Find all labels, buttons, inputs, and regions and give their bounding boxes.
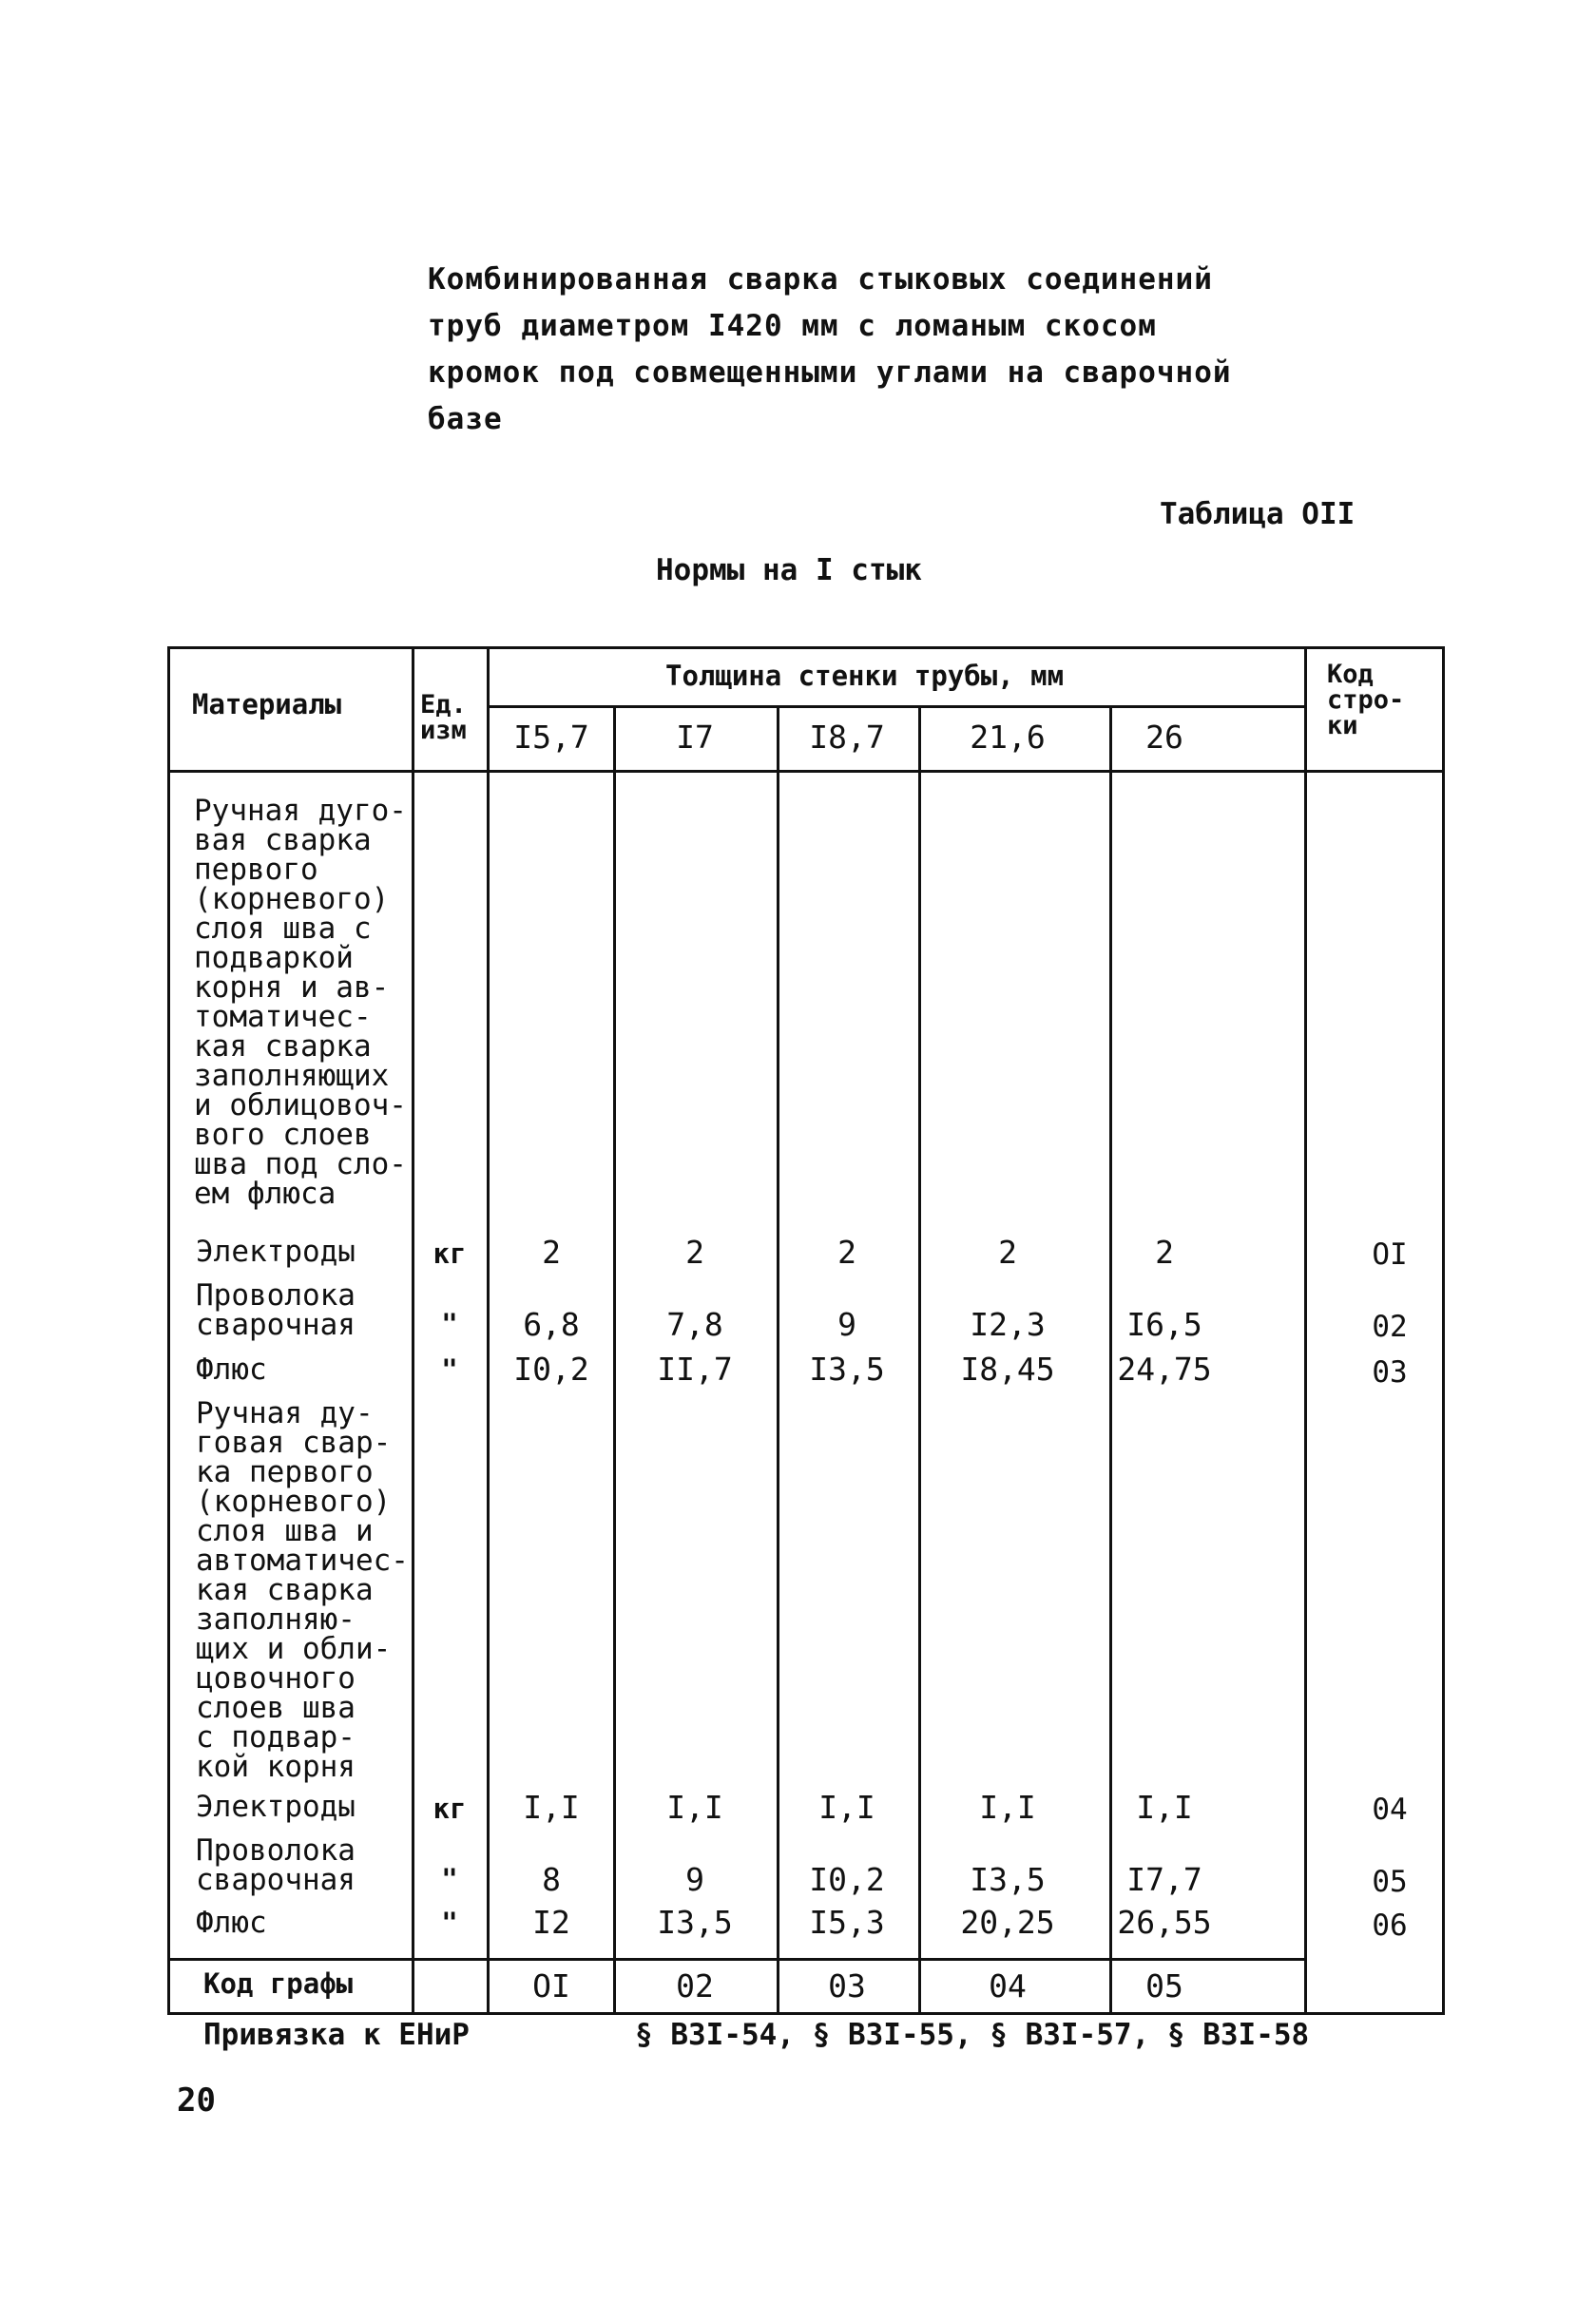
row-2-value: I2,3 — [970, 1306, 1046, 1343]
section-1-description: Ручная дуго- вая сварка первого (корневого) слоя шва с подваркой корня и ав- томатичес- кая сварка заполняющих и облицовоч- вого слоев шва под сло- ем флюса — [194, 794, 407, 1211]
row-1-unit: кг — [433, 1237, 467, 1270]
row-2-value: I6,5 — [1126, 1306, 1202, 1343]
row-2-code: 02 — [1372, 1310, 1408, 1344]
norms-title: Нормы на I стык — [656, 553, 922, 587]
table-divider — [613, 705, 616, 2015]
row-1-value: 2 — [542, 1234, 561, 1271]
row-3-value: II,7 — [657, 1351, 733, 1388]
row-3-code: 03 — [1372, 1355, 1408, 1390]
row-4-value: I,I — [523, 1789, 580, 1826]
row-6-value: I2 — [532, 1904, 570, 1941]
thickness-col-3: I8,7 — [809, 719, 885, 756]
row-1-value: 2 — [685, 1234, 704, 1271]
graph-code: 05 — [1145, 1967, 1183, 2005]
document-heading: Комбинированная сварка стыковых соединений труб диаметром I420 мм с ломаным скосом кромок под совмещенными углами на сварочной базе — [428, 262, 1232, 436]
row-5-value: 8 — [542, 1861, 561, 1898]
row-6-code: 06 — [1372, 1909, 1408, 1943]
row-5-unit: " — [441, 1863, 458, 1895]
row-4-value: I,I — [979, 1789, 1036, 1826]
row-3-label: Флюс — [196, 1352, 267, 1387]
row-4-code: 04 — [1372, 1793, 1408, 1827]
header-row-code: Код стро- ки — [1327, 660, 1405, 740]
row-5-value: I3,5 — [970, 1861, 1046, 1898]
row-4-value: I,I — [818, 1789, 875, 1826]
graph-code-label: Код графы — [203, 1967, 354, 2000]
graph-code: 02 — [676, 1967, 714, 2005]
table-number: Таблица OII — [1160, 497, 1356, 531]
table-divider — [167, 770, 1445, 773]
row-3-value: 24,75 — [1117, 1351, 1212, 1388]
row-6-label: Флюс — [196, 1906, 267, 1940]
row-3-unit: " — [441, 1353, 458, 1386]
table-divider — [167, 1958, 1304, 1961]
row-4-label: Электроды — [196, 1790, 356, 1824]
thickness-col-4: 21,6 — [970, 719, 1046, 756]
row-5-code: 05 — [1372, 1865, 1408, 1899]
table-divider — [487, 705, 1304, 708]
header-materials: Материалы — [192, 688, 342, 720]
table-divider — [487, 646, 490, 2015]
row-1-value: 2 — [998, 1234, 1017, 1271]
header-unit: Ед. изм — [420, 690, 467, 745]
row-2-value: 7,8 — [666, 1306, 723, 1343]
row-5-value: 9 — [685, 1861, 704, 1898]
section-2-description: Ручная ду- говая свар- ка первого (корневого) слоя шва и автоматичес- кая сварка заполняю- щих и обли- цовочного слоев шва с подвар- кой корня — [196, 1396, 409, 1784]
thickness-col-2: I7 — [676, 719, 714, 756]
row-5-value: I0,2 — [809, 1861, 885, 1898]
row-2-unit: " — [441, 1308, 458, 1340]
row-2-label: Проволока сварочная — [196, 1278, 356, 1342]
row-1-value: 2 — [837, 1234, 856, 1271]
row-4-value: I,I — [666, 1789, 723, 1826]
thickness-col-1: I5,7 — [513, 719, 589, 756]
row-3-value: I0,2 — [513, 1351, 589, 1388]
header-wall-thickness: Толщина стенки трубы, мм — [665, 660, 1065, 692]
row-2-value: 9 — [837, 1306, 856, 1343]
binding-references: § В3I-54, § В3I-55, § В3I-57, § В3I-58 — [635, 2018, 1310, 2052]
graph-code: OI — [532, 1967, 570, 2005]
table-divider — [777, 705, 779, 2015]
row-6-value: 26,55 — [1117, 1904, 1212, 1941]
row-5-value: I7,7 — [1126, 1861, 1202, 1898]
row-6-value: I3,5 — [657, 1904, 733, 1941]
table-divider — [918, 705, 921, 2015]
row-4-unit: кг — [433, 1793, 467, 1825]
table-divider — [412, 646, 414, 2015]
thickness-col-5: 26 — [1145, 719, 1183, 756]
row-2-value: 6,8 — [523, 1306, 580, 1343]
row-6-unit: " — [441, 1907, 458, 1939]
row-6-value: I5,3 — [809, 1904, 885, 1941]
graph-code: 04 — [989, 1967, 1027, 2005]
row-1-code: OI — [1372, 1237, 1408, 1272]
row-4-value: I,I — [1136, 1789, 1193, 1826]
row-3-value: I3,5 — [809, 1351, 885, 1388]
table-divider — [1304, 646, 1307, 2015]
row-5-label: Проволока сварочная — [196, 1833, 356, 1897]
row-6-value: 20,25 — [960, 1904, 1055, 1941]
page-number: 20 — [177, 2081, 216, 2120]
row-1-value: 2 — [1155, 1234, 1174, 1271]
binding-label: Привязка к ЕНиР — [203, 2018, 470, 2052]
row-1-label: Электроды — [196, 1235, 356, 1269]
row-3-value: I8,45 — [960, 1351, 1055, 1388]
graph-code: 03 — [828, 1967, 866, 2005]
